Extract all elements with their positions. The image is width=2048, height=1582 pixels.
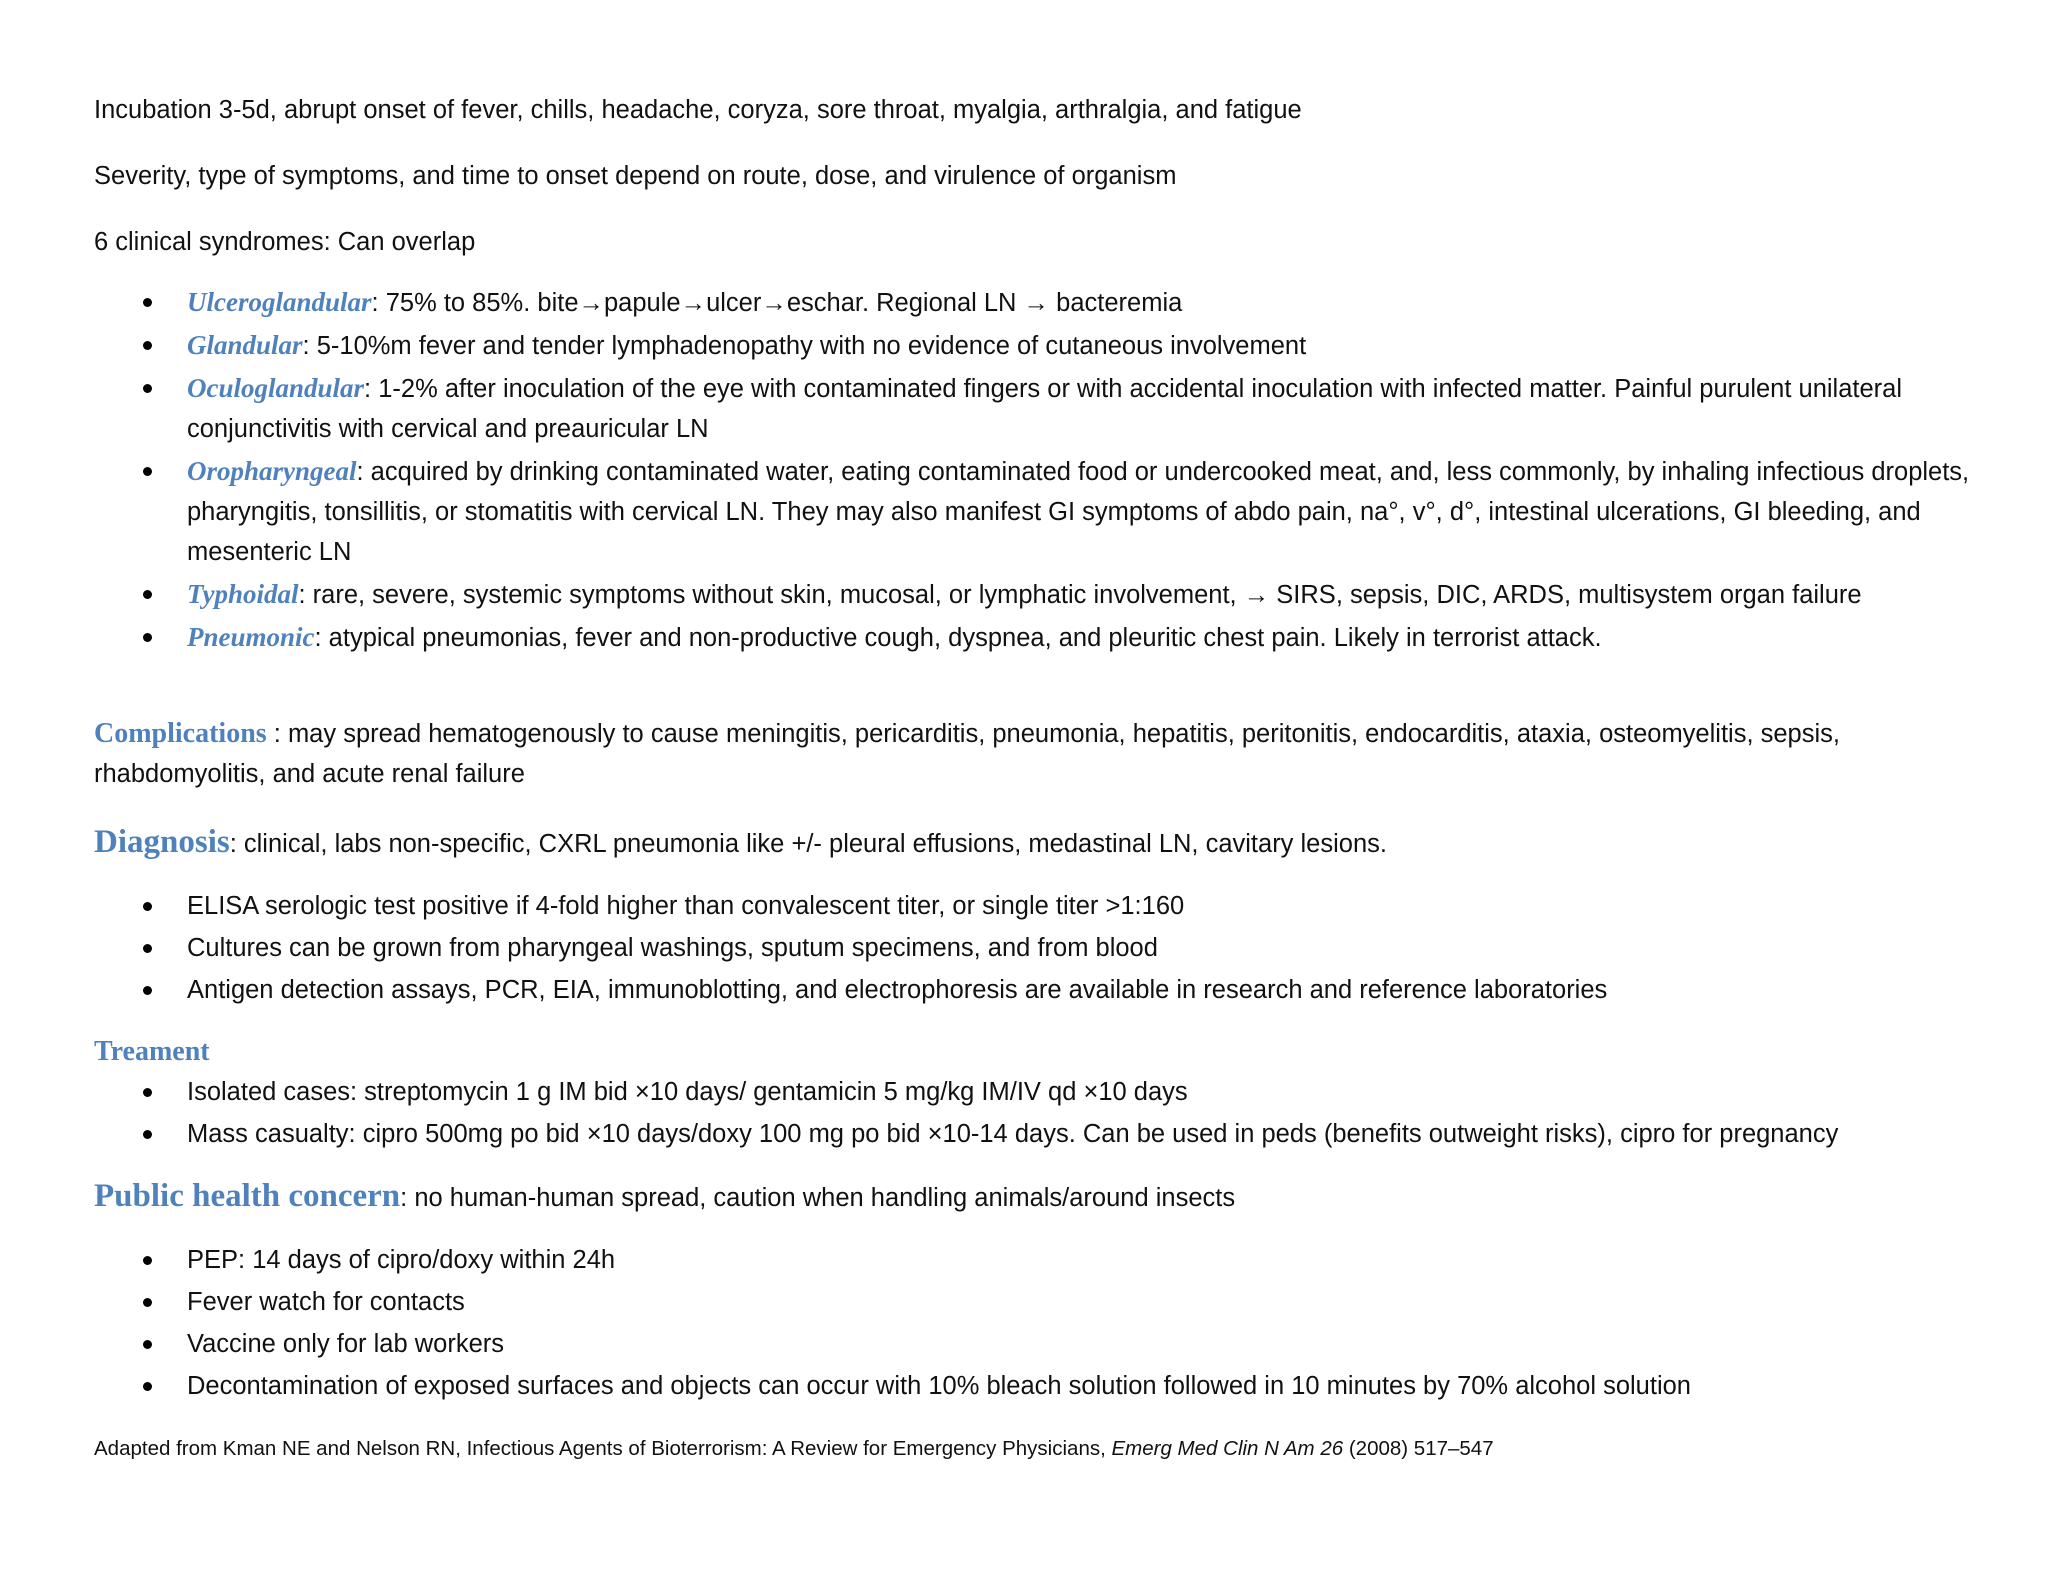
list-item (94, 1114, 1988, 1154)
bullet-icon (143, 1088, 152, 1097)
citation-suffix: (2008) 517–547 (1343, 1437, 1494, 1460)
citation-footnote (94, 1434, 1988, 1464)
syndrome-description: : rare, severe, systemic symptoms without skin, mucosal, or lymphatic involvement, → SIRS, sepsis, DIC, ARDS, multisystem organ failure (298, 581, 1862, 609)
treatment-list (94, 1072, 1988, 1154)
citation-journal: Emerg Med Clin N Am 26 (1111, 1437, 1344, 1460)
bullet-icon (143, 298, 152, 307)
bullet-icon (143, 590, 152, 599)
list-item (94, 1324, 1988, 1364)
list-item (94, 574, 1988, 615)
severity-text: Severity, type of symptoms, and time to onset depend on route, dose, and virulence of organism (94, 162, 1177, 190)
syndrome-description: : 1-2% after inoculation of the eye with contaminated fingers or with accidental inoculation with infected matter. Painful purulent unilateral conjunctivitis with cervical and preauricular LN (187, 375, 1903, 443)
syndrome-term: Pneumonic (187, 622, 315, 652)
bullet-icon (143, 467, 152, 476)
bullet-icon (143, 986, 152, 995)
public-health-item: Decontamination of exposed surfaces and objects can occur with 10% bleach solution followed in 10 minutes by 70% alcohol solution (187, 1372, 1691, 1400)
list-item (94, 368, 1988, 449)
treatment-paragraph (94, 1032, 1988, 1072)
list-item (94, 325, 1988, 366)
bullet-icon (143, 944, 152, 953)
list-item (94, 617, 1988, 658)
diagnosis-item: Cultures can be grown from pharyngeal washings, sputum specimens, and from blood (187, 934, 1158, 962)
list-item (94, 451, 1988, 572)
bullet-icon (143, 1256, 152, 1265)
syndrome-description: : atypical pneumonias, fever and non-productive cough, dyspnea, and pleuritic chest pain. Likely in terrorist attack. (314, 624, 1602, 652)
diagnosis-text: : clinical, labs non-specific, CXRL pneumonia like +/- pleural effusions, medastinal LN, cavitary lesions. (229, 830, 1387, 858)
diagnosis-paragraph (94, 822, 1988, 864)
public-health-text: : no human-human spread, caution when handling animals/around insects (400, 1184, 1236, 1212)
complications-text: : may spread hematogenously to cause meningitis, pericarditis, pneumonia, hepatitis, peritonitis, endocarditis, ataxia, osteomyelitis, sepsis, rhabdomyolitis, and acute renal failure (94, 720, 1840, 788)
public-health-list (94, 1240, 1988, 1406)
list-item (94, 1240, 1988, 1280)
list-item (94, 886, 1988, 926)
diagnosis-heading: Diagnosis (94, 824, 230, 860)
list-item (94, 282, 1988, 323)
syndrome-description: : acquired by drinking contaminated water, eating contaminated food or undercooked meat, and, less commonly, by inhaling infectious droplets, pharyngitis, tonsillitis, or stomatitis with cervical LN. They may also manifest GI symptoms of abdo pain, na°, v°, d°, intestinal ulcerations, GI bleeding, and mesenteric LN (187, 458, 1970, 566)
syndromes-intro-text: 6 clinical syndromes: Can overlap (94, 228, 476, 256)
citation-prefix: Adapted from Kman NE and Nelson RN, Infectious Agents of Bioterrorism: A Review for Emergency Physicians, (94, 1437, 1112, 1460)
incubation-text: Incubation 3-5d, abrupt onset of fever, chills, headache, coryza, sore throat, myalgia, arthralgia, and fatigue (94, 96, 1302, 124)
syndrome-description: : 5-10%m fever and tender lymphadenopathy with no evidence of cutaneous involvement (302, 332, 1307, 360)
syndrome-term: Oropharyngeal (187, 456, 357, 486)
treatment-item: Mass casualty: cipro 500mg po bid ×10 days/doxy 100 mg po bid ×10-14 days. Can be used in peds (benefits outweight risks), cipro for pregnancy (187, 1120, 1839, 1148)
syndrome-description: : 75% to 85%. bite→papule→ulcer→eschar. Regional LN → bacteremia (371, 289, 1183, 317)
syndrome-term: Typhoidal (187, 579, 299, 609)
bullet-icon (143, 902, 152, 911)
syndrome-term: Oculoglandular (187, 373, 365, 403)
diagnosis-list (94, 886, 1988, 1010)
public-health-item: PEP: 14 days of cipro/doxy within 24h (187, 1246, 616, 1274)
complications-paragraph (94, 714, 1988, 794)
bullet-icon (143, 384, 152, 393)
syndrome-term: Ulceroglandular (187, 287, 372, 317)
bullet-icon (143, 633, 152, 642)
public-health-paragraph (94, 1176, 1988, 1218)
bullet-icon (143, 1382, 152, 1391)
public-health-item: Fever watch for contacts (187, 1288, 465, 1316)
bullet-icon (143, 1340, 152, 1349)
list-item (94, 1072, 1988, 1112)
bullet-icon (143, 341, 152, 350)
list-item (94, 928, 1988, 968)
diagnosis-item: Antigen detection assays, PCR, EIA, immunoblotting, and electrophoresis are available in research and reference laboratories (187, 976, 1608, 1004)
syndromes-list (94, 282, 1988, 658)
list-item (94, 970, 1988, 1010)
bullet-icon (143, 1298, 152, 1307)
treatment-item: Isolated cases: streptomycin 1 g IM bid ×10 days/ gentamicin 5 mg/kg IM/IV qd ×10 days (187, 1078, 1188, 1106)
treatment-heading: Treament (94, 1036, 210, 1067)
syndrome-term: Glandular (187, 330, 303, 360)
public-health-item: Vaccine only for lab workers (187, 1330, 504, 1358)
complications-heading: Complications (94, 718, 267, 749)
list-item (94, 1366, 1988, 1406)
list-item (94, 1282, 1988, 1322)
bullet-icon (143, 1130, 152, 1139)
diagnosis-item: ELISA serologic test positive if 4-fold higher than convalescent titer, or single titer >1:160 (187, 892, 1185, 920)
public-health-heading: Public health concern (94, 1178, 401, 1214)
